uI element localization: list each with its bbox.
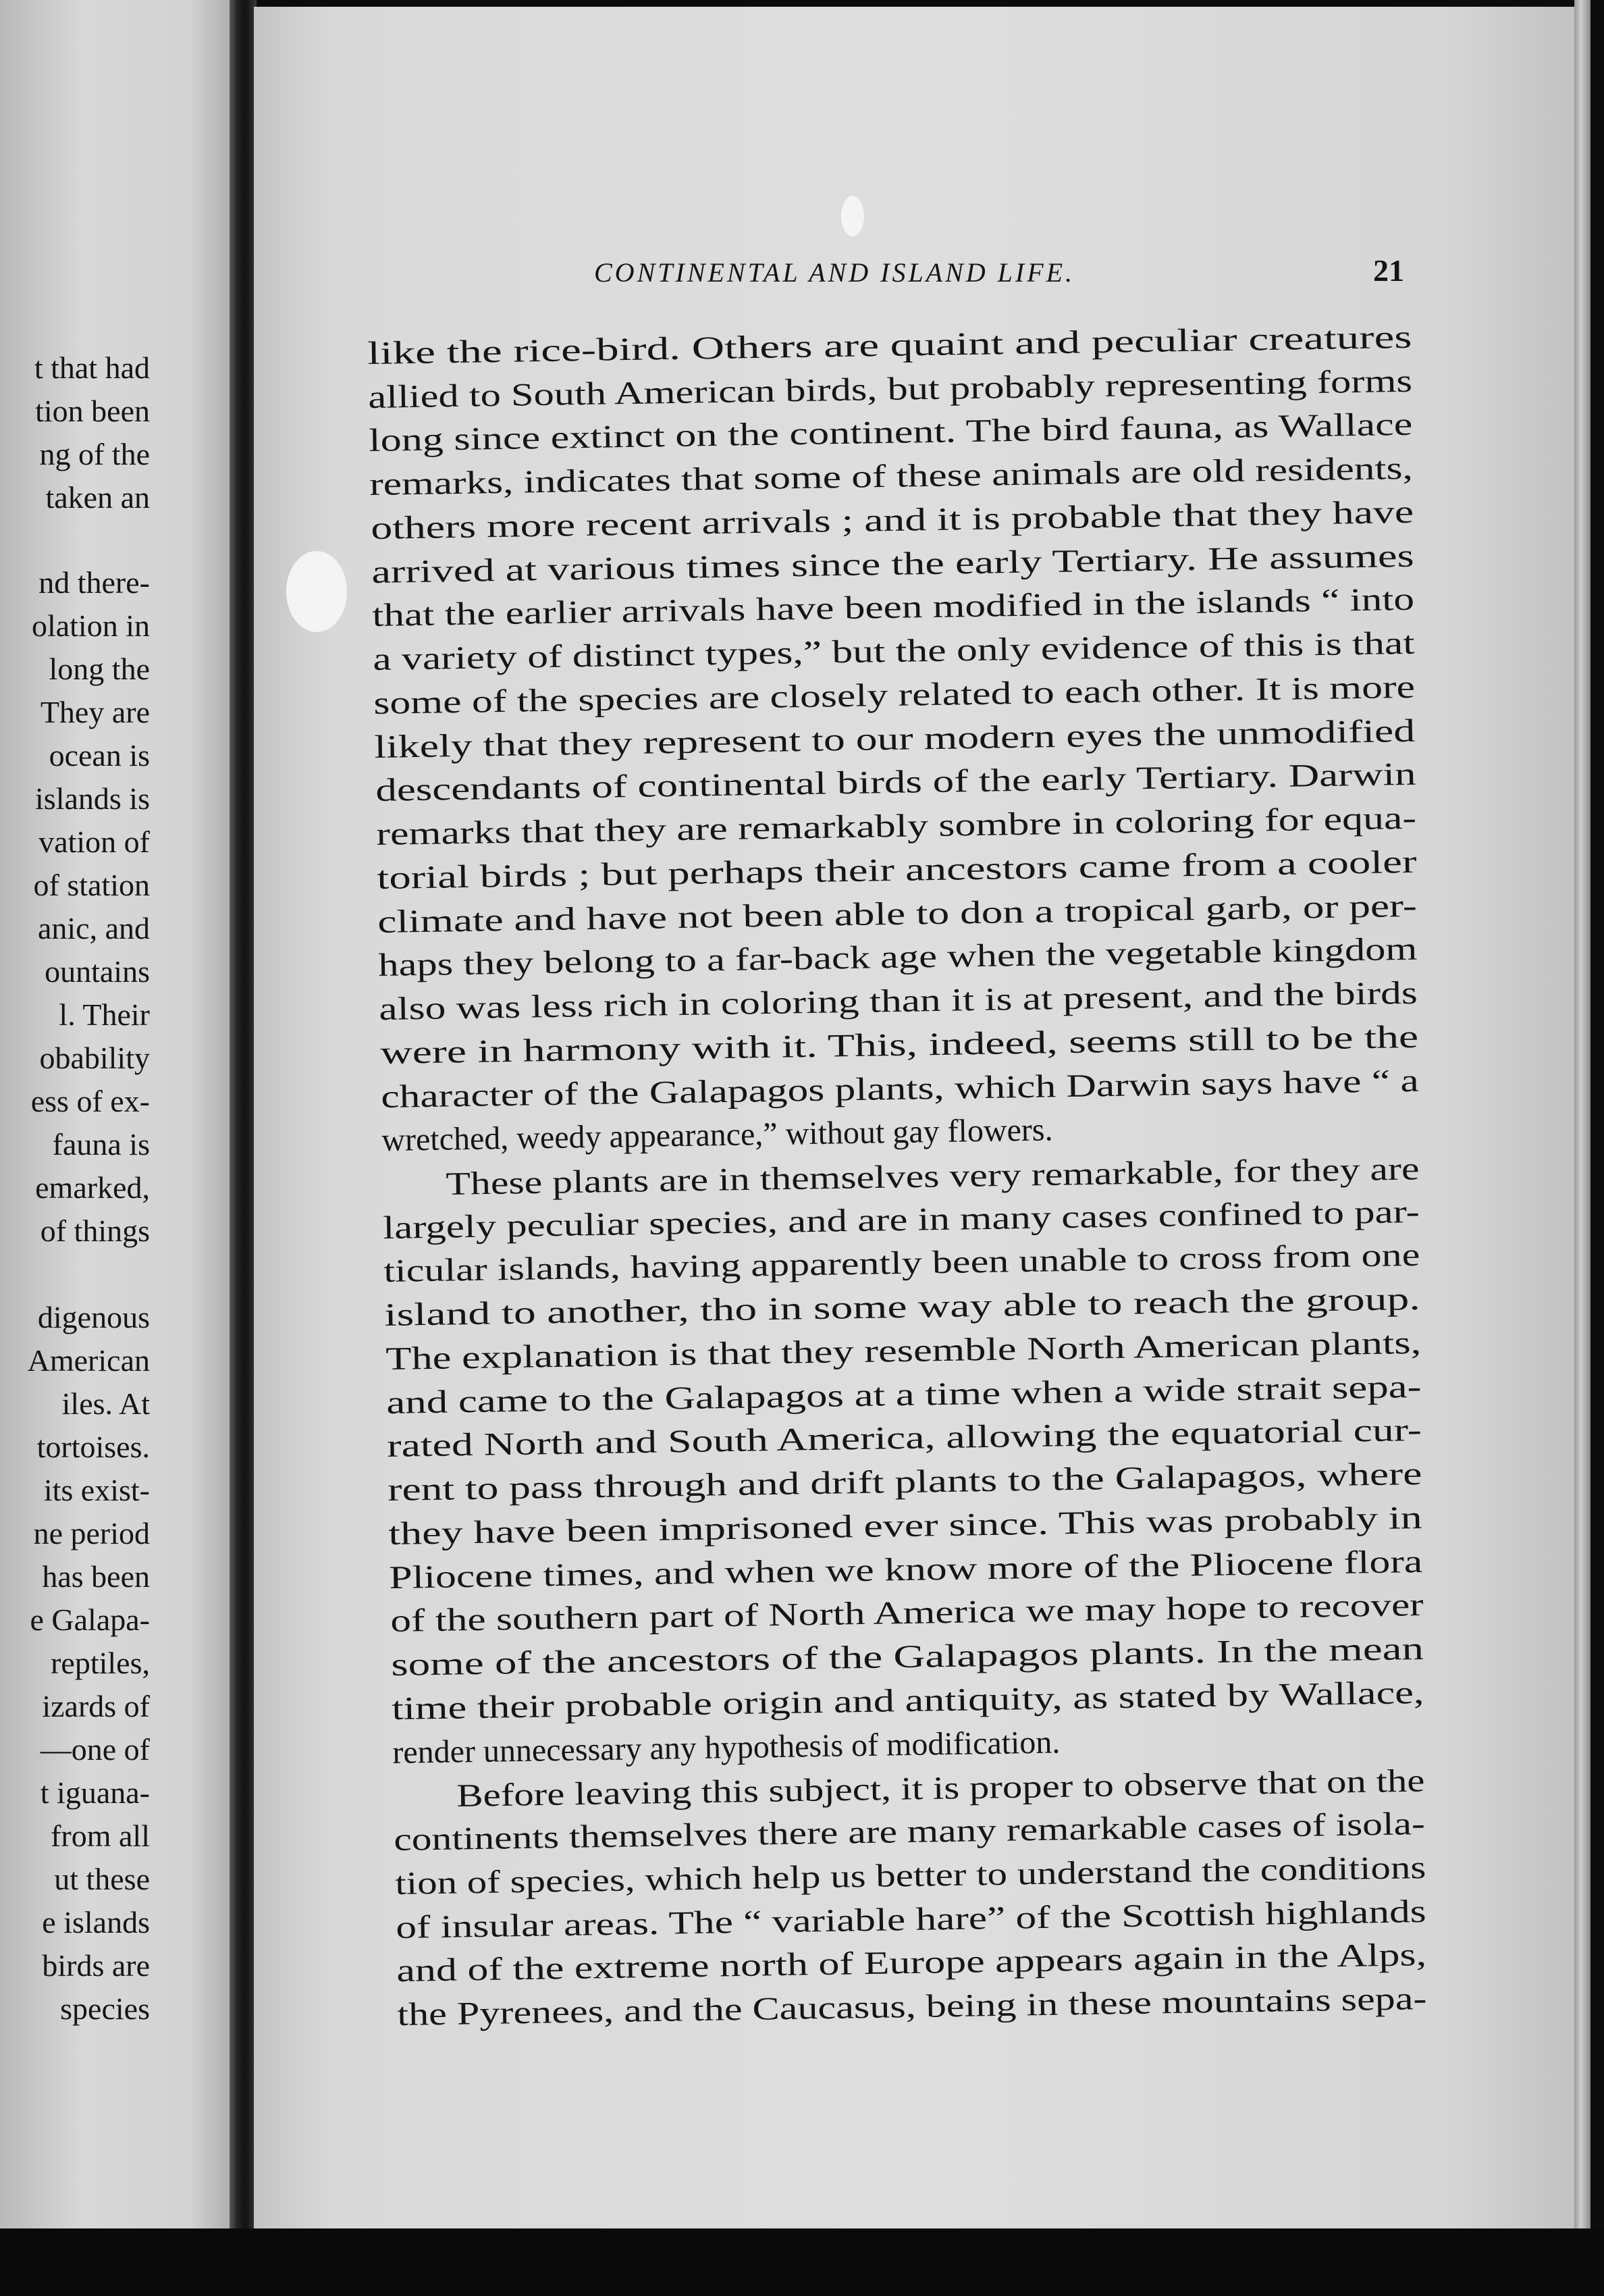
running-head: CONTINENTAL AND ISLAND LIFE. xyxy=(594,257,1075,288)
body-text-line: character of the Galapagos plants, which Darwin says have “ a xyxy=(380,1062,1419,1115)
facing-page-line: t iguana- xyxy=(40,1775,150,1810)
body-text-line: render unnecessary any hypothesis of modification. xyxy=(392,1724,1061,1771)
facing-page-line: taken an xyxy=(45,480,150,515)
body-text-line: allied to South American birds, but probably representing forms xyxy=(368,363,1413,415)
body-text-line: wretched, weedy appearance,” without gay flowers. xyxy=(381,1112,1053,1159)
body-text-line: climate and have not been able to don a tropical garb, or per- xyxy=(377,887,1418,940)
body-text-line: largely peculiar species, and are in many cases confined to par- xyxy=(383,1193,1420,1246)
facing-page-line: ess of ex- xyxy=(30,1084,150,1118)
body-text-line: were in harmony with it. This, indeed, seems still to be the xyxy=(379,1018,1418,1071)
body-text-line: that the earlier arrivals have been modified in the islands “ into xyxy=(371,581,1415,634)
facing-page-line: from all xyxy=(51,1819,150,1853)
body-text-line: Pliocene times, and when we know more of the Pliocene flora xyxy=(389,1543,1424,1596)
page-number: 21 xyxy=(1373,253,1404,288)
page-header xyxy=(594,253,1404,304)
body-text-line: and came to the Galapagos at a time when a wide strait sepa- xyxy=(385,1368,1422,1421)
facing-page-line: its exist- xyxy=(43,1473,150,1507)
body-text-line: haps they belong to a far-back age when the vegetable kingdom xyxy=(378,931,1418,984)
body-text-line: and of the extreme north of Europe appears again in the Alps, xyxy=(396,1937,1427,1989)
facing-page-line: species xyxy=(60,1991,150,2026)
body-text-line: arrived at various times since the early Tertiary. He assumes xyxy=(371,538,1414,590)
body-text-line: long since extinct on the continent. The bird fauna, as Wallace xyxy=(369,407,1413,459)
facing-page-line: of things xyxy=(40,1214,150,1248)
body-text-line: like the rice-bird. Others are quaint and peculiar creatures xyxy=(367,319,1412,371)
body-text-line: a variety of distinct types,” but the only evidence of this is that xyxy=(373,625,1415,678)
facing-page-line: t that had xyxy=(34,350,150,385)
body-text-line: of insular areas. The “ variable hare” of the Scottish highlands xyxy=(395,1893,1426,1946)
facing-page-line: olation in xyxy=(31,608,150,643)
body-text-line: remarks that they are remarkably sombre in coloring for equa- xyxy=(375,800,1417,853)
facing-page-line: of station xyxy=(33,868,150,902)
facing-page-line: islands is xyxy=(35,781,150,816)
body-text-line: torial birds ; but perhaps their ancestors came from a cooler xyxy=(376,843,1417,896)
facing-page-line: nd there- xyxy=(38,565,150,600)
body-text-line: others more recent arrivals ; and it is probable that they have xyxy=(370,494,1414,546)
facing-page-line: long the xyxy=(49,652,150,686)
facing-page-line: ng of the xyxy=(39,437,150,471)
body-text-line: rent to pass through and drift plants to the Galapagos, where xyxy=(387,1456,1422,1509)
body-text-line: some of the ancestors of the Galapagos plants. In the mean xyxy=(390,1631,1424,1684)
facing-page-line: They are xyxy=(40,695,150,729)
body-text-line: likely that they represent to our modern eyes the unmodified xyxy=(374,712,1416,765)
facing-page-line: izards of xyxy=(42,1689,150,1723)
facing-page-line: l. Their xyxy=(59,997,150,1032)
facing-page-line: fauna is xyxy=(52,1127,150,1162)
body-text-line: continents themselves there are many remarkable cases of isola- xyxy=(394,1806,1426,1858)
body-text-line: Before leaving this subject, it is proper to observe that on the xyxy=(456,1763,1425,1815)
body-text-line: rated North and South America, allowing the equatorial cur- xyxy=(386,1412,1422,1465)
paper-blemish xyxy=(841,196,864,236)
body-text-line: they have been imprisoned ever since. This was probably in xyxy=(388,1499,1423,1552)
facing-page-line: American xyxy=(27,1343,150,1378)
facing-page-line: tion been xyxy=(35,394,150,428)
body-text-line: the Pyrenees, and the Caucasus, being in these mountains sepa- xyxy=(396,1981,1427,2033)
facing-page-line: digenous xyxy=(37,1300,150,1334)
body-text-line: some of the species are closely related to each other. It is more xyxy=(373,669,1416,721)
facing-page-line: tortoises. xyxy=(36,1430,150,1464)
body-text-line: time their probable origin and antiquity, as stated by Wallace, xyxy=(391,1674,1424,1727)
body-text-line: of the southern part of North America we may hope to recover xyxy=(390,1587,1424,1640)
facing-page-line: iles. At xyxy=(61,1386,150,1421)
facing-page-line: reptiles, xyxy=(51,1646,150,1680)
facing-page-line: anic, and xyxy=(37,911,150,945)
scan-border xyxy=(0,2228,1604,2296)
body-text-line: also was less rich in coloring than it is at present, and the birds xyxy=(379,974,1418,1028)
facing-page-line: ocean is xyxy=(49,738,150,773)
facing-page-line: ut these xyxy=(54,1862,150,1896)
facing-page-line: e islands xyxy=(42,1905,150,1939)
book-gutter xyxy=(230,0,257,2296)
paper-blemish xyxy=(286,551,347,632)
facing-page-line: e Galapa- xyxy=(30,1602,150,1637)
page-edge xyxy=(1574,0,1590,2296)
body-text-line: The explanation is that they resemble North American plants, xyxy=(385,1324,1422,1377)
facing-page-line: emarked, xyxy=(35,1170,150,1205)
body-text-line: descendants of continental birds of the early Tertiary. Darwin xyxy=(375,756,1416,809)
body-text-line: tion of species, which help us better to understand the conditions xyxy=(394,1849,1426,1902)
body-text-line: island to another, tho in some way able to reach the group. xyxy=(384,1281,1421,1334)
facing-page-line: ountains xyxy=(45,954,150,989)
facing-page-line: ne period xyxy=(33,1516,150,1550)
body-text-line: These plants are in themselves very remarkable, for they are xyxy=(445,1151,1420,1202)
facing-page-line: birds are xyxy=(42,1948,150,1983)
facing-page-line: obability xyxy=(39,1041,150,1075)
body-text-line: remarks, indicates that some of these animals are old residents, xyxy=(369,450,1414,503)
facing-page-line: has been xyxy=(42,1559,150,1594)
facing-page-line: vation of xyxy=(38,825,150,859)
body-text-line: ticular islands, having apparently been unable to cross from one xyxy=(383,1237,1420,1290)
facing-page-line: —one of xyxy=(40,1732,150,1767)
